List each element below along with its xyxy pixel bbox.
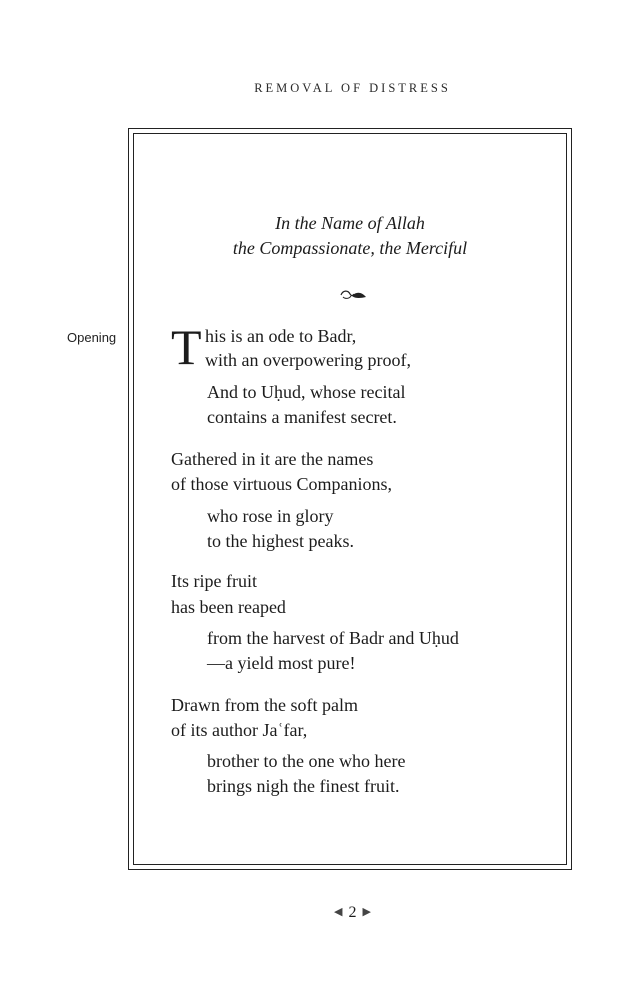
stanza-1-line-1: his is an ode to Badr,: [205, 326, 357, 346]
stanza-3-line-1: Its ripe fruit: [171, 571, 257, 591]
margin-note: Opening: [67, 330, 117, 345]
running-head: REMOVAL OF DISTRESS: [254, 81, 451, 95]
stanza-3-line-4: —a yield most pure!: [207, 653, 356, 673]
page-footer: [0, 904, 637, 922]
stanza-2-line-1: Gathered in it are the names: [171, 449, 374, 469]
stanza-4-line-3: brother to the one who here: [207, 751, 406, 771]
stanza-4-line-4: brings nigh the finest fruit.: [207, 776, 400, 796]
stanza-3-line-2: has been reaped: [171, 597, 286, 617]
invocation-line-1: In the Name of Allah: [275, 213, 425, 233]
stanza-2-line-3: who rose in glory: [207, 506, 334, 526]
page-number: 2: [348, 904, 357, 921]
stanza-1-line-3: And to Uḥud, whose recital: [207, 382, 406, 402]
right-ornament-icon: ▶: [362, 906, 371, 918]
stanza-1-line-4: contains a manifest secret.: [207, 407, 397, 427]
stanza-4-line-2: of its author Jaʿfar,: [171, 720, 308, 740]
stanza-2-line-2: of those virtuous Companions,: [171, 474, 392, 494]
stanza-1-line-2: with an overpowering proof,: [205, 350, 411, 370]
stanza-3-line-3: from the harvest of Badr and Uḥud: [207, 628, 459, 648]
stanza-4-line-1: Drawn from the soft palm: [171, 695, 358, 715]
stanza-2-line-4: to the highest peaks.: [207, 531, 354, 551]
invocation-line-2: the Compassionate, the Merciful: [232, 238, 468, 258]
left-ornament-icon: ◀: [334, 906, 343, 918]
drop-cap: T: [171, 319, 202, 375]
fleuron-ornament-icon: [338, 287, 368, 301]
